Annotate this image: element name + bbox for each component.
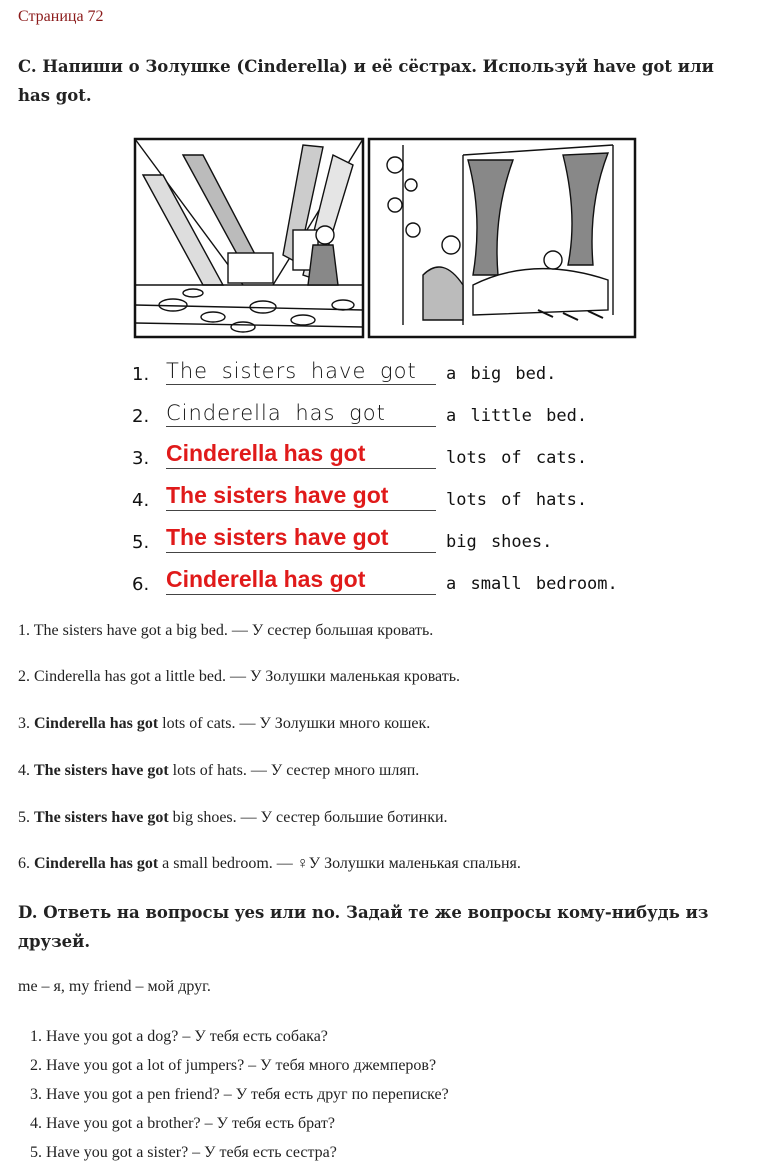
translation-bold: The sisters have got <box>34 809 169 826</box>
exercise-row <box>132 524 652 566</box>
section-d-heading <box>18 898 748 956</box>
translation-text: big shoes. — У сестер большие ботинки. <box>168 809 448 826</box>
translation-line <box>18 715 430 733</box>
exercise-row <box>132 566 652 608</box>
attic-panel <box>135 139 363 337</box>
red-answer: The sisters have got <box>166 524 389 550</box>
exercise-number: 3. <box>132 448 150 469</box>
translation-prefix: 5. <box>18 809 34 826</box>
translation-bold: Cinderella has got <box>34 715 159 732</box>
exercise-number: 6. <box>132 574 150 595</box>
sentence-end: big shoes. <box>446 532 553 552</box>
translation-line <box>18 622 433 640</box>
exercise-number: 2. <box>132 406 150 427</box>
translation-prefix: 1. <box>18 622 34 639</box>
translation-text: lots of cats. — У Золушки много кошек. <box>158 715 431 732</box>
list-item: 3. Have you got a pen friend? – У тебя есть друг по переписке? <box>30 1086 449 1103</box>
question-list <box>30 1022 449 1167</box>
red-answer: Cinderella has got <box>166 566 366 592</box>
section-c-heading <box>18 52 748 110</box>
sentence-end: a little bed. <box>446 406 588 426</box>
section-d-heading-line2: друзей. <box>18 932 91 951</box>
translation-prefix: 6. <box>18 855 34 872</box>
exercise-row <box>132 398 652 440</box>
translation-bold: The sisters have got <box>34 762 169 779</box>
red-answer: The sisters have got <box>166 482 389 508</box>
exercise-row <box>132 440 652 482</box>
translation-prefix: 2. <box>18 668 34 685</box>
translation-line <box>18 762 419 780</box>
section-d-heading-line1: D. Ответь на вопросы yes или no. Задай те же вопросы кому-нибудь из <box>18 903 709 922</box>
section-c-heading-line2: has got. <box>18 86 92 105</box>
translation-prefix: 3. <box>18 715 34 732</box>
translation-text: Cinderella has got a little bed. — У Золушки маленькая кровать. <box>34 668 461 685</box>
exercise-list <box>132 356 652 608</box>
translation-text: a small bedroom. — ♀У Золушки маленькая спальня. <box>158 855 521 872</box>
bedroom-panel <box>369 139 635 337</box>
vocab-note: me – я, my friend – мой друг. <box>18 978 211 995</box>
exercise-row <box>132 356 652 398</box>
translation-line <box>18 809 448 827</box>
list-item: 1. Have you got a dog? – У тебя есть собака? <box>30 1028 328 1045</box>
section-c-heading-line1: C. Напиши о Золушке (Cinderella) и её сёстрах. Используй have got или <box>18 57 714 76</box>
sentence-end: lots of hats. <box>446 490 588 510</box>
page-label: Страница 72 <box>18 8 104 25</box>
sentence-end: lots of cats. <box>446 448 588 468</box>
list-item: 2. Have you got a lot of jumpers? – У тебя много джемперов? <box>30 1057 437 1074</box>
translation-line <box>18 668 460 686</box>
exercise-row <box>132 482 652 524</box>
exercise-number: 5. <box>132 532 150 553</box>
attic-and-bedroom-illustration <box>133 135 637 341</box>
printed-answer: Cinderella has got <box>166 401 386 425</box>
red-answer: Cinderella has got <box>166 440 366 466</box>
sentence-end: a small bedroom. <box>446 574 618 594</box>
translation-bold: Cinderella has got <box>34 855 159 872</box>
translation-text: The sisters have got a big bed. — У сестер большая кровать. <box>33 622 434 639</box>
printed-answer: The sisters have got <box>166 359 417 383</box>
list-item: 4. Have you got a brother? – У тебя есть брат? <box>30 1115 335 1132</box>
sentence-end: a big bed. <box>446 364 557 384</box>
list-item: 5. Have you got a sister? – У тебя есть сестра? <box>30 1144 337 1161</box>
exercise-number: 4. <box>132 490 150 511</box>
translation-text: lots of hats. — У сестер много шляп. <box>168 762 420 779</box>
translation-line <box>18 855 521 873</box>
exercise-number: 1. <box>132 364 150 385</box>
translation-prefix: 4. <box>18 762 34 779</box>
